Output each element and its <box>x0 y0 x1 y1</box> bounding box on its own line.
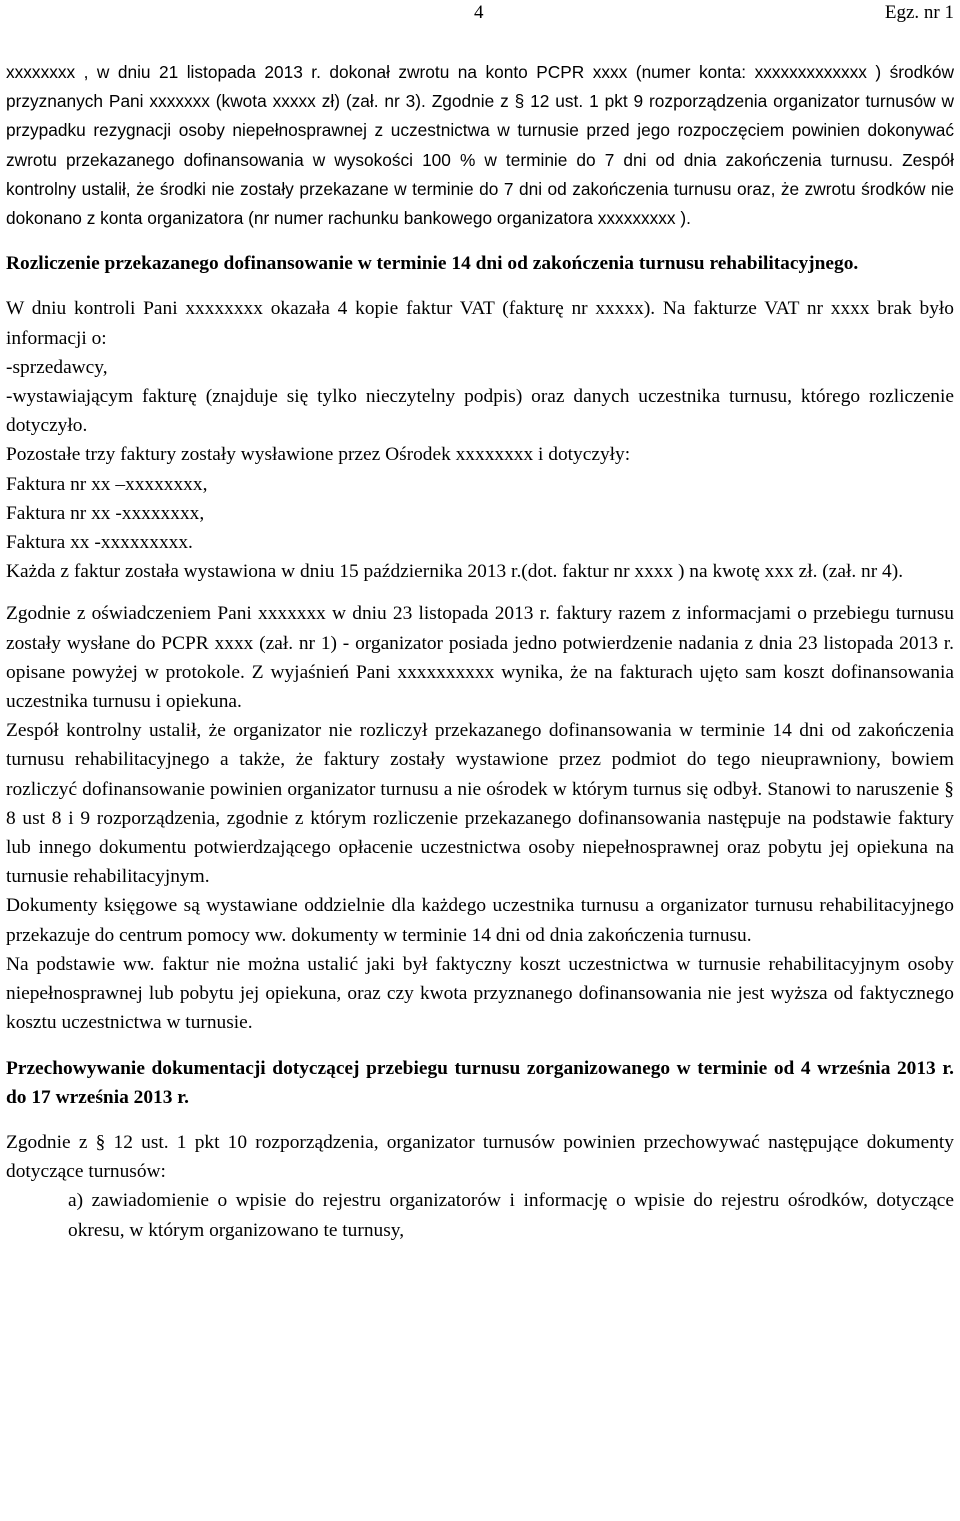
invoice-line-1: Faktura nr xx –xxxxxxxx, <box>6 473 208 495</box>
paragraph-findings: Zespół kontrolny ustalił, że organizator nie rozliczył przekazanego dofinansowania w terminie 14 dni od zakończenia turnusu rehabilitacyjnego a także, że faktury zostały wystawione przez podmiot do tego nieuprawniony, bowiem rozliczyć dofinansowanie powinien organizator turnusu a nie ośrodek w którym turnus się odbył. Stanowi to naruszenie § 8 ust 8 i 9 rozporządzenia, zgodnie z którym rozliczenie przekazanego dofinansowania następuje na podstawie faktury lub innego dokumentu potwierdzającego opłacenie uczestnictwa osoby niepełnosprawnej oraz pobytu jej opiekuna na turnusie rehabilitacyjnym. <box>6 720 954 888</box>
page-header <box>0 2 960 32</box>
paragraph-other-invoices: Pozostałe trzy faktury zostały wysławione przez Ośrodek xxxxxxxx i dotyczyły: <box>6 444 631 466</box>
invoice-line-3: Faktura xx -xxxxxxxxx. <box>6 532 193 554</box>
paragraph-invoice-date: Każda z faktur została wystawiona w dniu 15 października 2013 r.(dot. faktur nr xxxx ) na kwotę xxx zł. (zał. nr 4). <box>6 561 904 583</box>
copy-number: Egz. nr 1 <box>884 2 954 23</box>
list-item-a: a) zawiadomienie o wpisie do rejestru organizatorów i informację o wpisie do rejestru ośrodków, dotyczące okresu, w którym organizowano te turnusy, <box>68 1190 954 1241</box>
paragraph-storage-rule: Zgodnie z § 12 ust. 1 pkt 10 rozporządzenia, organizator turnusów powinien przechowywać następujące dokumenty dotyczące turnusów: <box>6 1131 954 1183</box>
paragraph-refund: xxxxxxxx , w dniu 21 listopada 2013 r. dokonał zwrotu na konto PCPR xxxx (numer konta: xxxxxxxxxxxxx ) środków przyznanych Pani xxxxxxx (kwota xxxxx zł) (zał. nr 3). Zgodnie z § 12 ust. 1 pkt 9 rozporządzenia organizator turnusów w przypadku rezygnacji osoby niepełnosprawnej z uczestnictwa w turnusie przed jego rozpoczęciem powinien dokonywać zwrotu przekazanego dofinansowania w wysokości 100 % w terminie do 7 dni od dnia zakończenia turnusu. Zespół kontrolny ustalił, że środki nie zostały przekazane w terminie do 7 dni od zakończenia turnusu oraz, że zwrotu środków nie dokonano z konta organizatora (nr numer rachunku bankowego organizatora xxxxxxxxx ). <box>6 62 954 229</box>
invoice-line-2: Faktura nr xx -xxxxxxxx, <box>6 502 205 524</box>
list-item-seller: -sprzedawcy, <box>6 356 108 378</box>
paragraph-statement: Zgodnie z oświadczeniem Pani xxxxxxx w dniu 23 listopada 2013 r. faktury razem z informacjami o przebiegu turnusu zostały wysłane do PCPR xxxx (zał. nr 1) - organizator posiada jedno potwierdzenie nadania z dnia 23 listopada 2013 r. opisane powyżej w protokole. Z wyjaśnień Pani xxxxxxxxxx wynika, że na fakturach ujęto sam koszt dofinansowania uczestnika turnusu i opiekuna. <box>6 603 954 713</box>
page-number: 4 <box>474 2 484 23</box>
section-heading-settlement: Rozliczenie przekazanego dofinansowanie w terminie 14 dni od zakończenia turnusu rehabilitacyjnego. <box>6 253 859 275</box>
paragraph-accounting-documents: Dokumenty księgowe są wystawiane oddzielnie dla każdego uczestnika turnusu a organizator turnusu rehabilitacyjnego przekazuje do centrum pomocy ww. dokumenty w terminie 14 dni od dnia zakończenia turnusu. <box>6 895 954 946</box>
document-body <box>6 58 954 1245</box>
list-item-issuer: -wystawiającym fakturę (znajduje się tylko nieczytelny podpis) oraz danych uczestnika turnusu, którego rozliczenie dotyczyło. <box>6 386 954 437</box>
paragraph-invoices: W dniu kontroli Pani xxxxxxxx okazała 4 kopie faktur VAT (fakturę nr xxxxx). Na fakturze VAT nr xxxx brak było informacji o: <box>6 298 954 349</box>
paragraph-cost-basis: Na podstawie ww. faktur nie można ustalić jaki był faktyczny koszt uczestnictwa w turnusie rehabilitacyjnym osoby niepełnosprawnej lub pobytu jej opiekuna, oraz czy kwota przyznanego dofinansowania nie jest wyższa od faktycznego kosztu uczestnictwa w turnusie. <box>6 953 954 1034</box>
section-heading-storage: Przechowywanie dokumentacji dotyczącej przebiegu turnusu zorganizowanego w terminie od 4 września 2013 r. do 17 września 2013 r. <box>6 1057 954 1108</box>
